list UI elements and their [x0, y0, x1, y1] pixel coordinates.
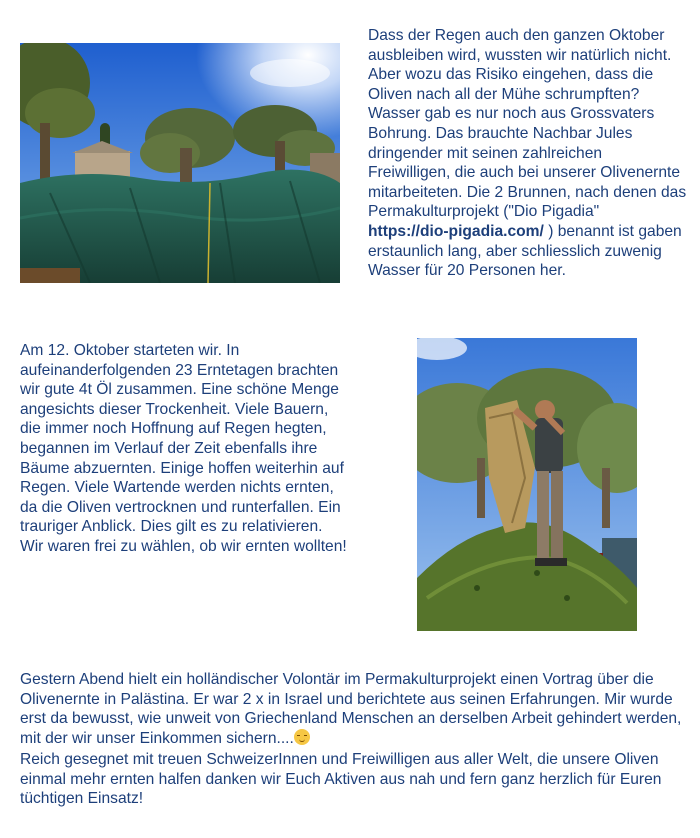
photo-olive-grove-nets — [20, 43, 340, 283]
intro-text: Dass der Regen auch den ganzen Oktober ausbleiben wird, wussten wir natürlich nicht. Aber wozu das Risiko eingehen, dass die Oliven nach all der Mühe schrumpften? Wasser gab es nur noch aus Grossvaters Bohrung. Das brauchte Nachbar Jules dringender mit seinen zahlreichen Freiwilligen, die auch bei unserer Olivenernte mitarbeiteten. Die 2 Brunnen, nach denen das Permakulturprojekt ("Dio Pigadia" — [368, 27, 687, 221]
relieved-face-icon — [294, 729, 310, 745]
thanks-paragraph: Reich gesegnet mit treuen SchweizerInnen und Freiwilligen aus aller Welt, die unsere Oliven einmal mehr ernten halfen danken wir Euch Aktiven aus nah und fern ganz herzlich für Euren tüchtigen Einsatz! — [20, 751, 662, 808]
intro-paragraph — [368, 26, 688, 281]
intro-text-end: ) benannt ist gaben erstaunlich lang, aber schliesslich zuwenig Wasser für 20 Personen her. — [368, 222, 682, 280]
photo-olive-grove-nets-graphic — [20, 43, 340, 283]
photo-olive-sack-pile-graphic — [417, 338, 637, 631]
dio-pigadia-link[interactable]: https://dio-pigadia.com/ — [368, 222, 544, 240]
palestine-text: Gestern Abend hielt ein holländischer Volontär im Permakulturprojekt einen Vortrag über die Olivenernte in Palästina. Er war 2 x in Israel und berichtete aus seinen Erfahrungen. Mir wurde erst da bewusst, wie unweit von Griechenland Menschen an derselben Arbeit gehindert werden, mit der wir unser Einkommen sichern.... — [20, 671, 682, 747]
palestine-paragraph — [20, 670, 685, 748]
harvest-paragraph: Am 12. Oktober starteten wir. In aufeinanderfolgenden 23 Erntetagen brachten wir gute 4t Öl zusammen. Eine schöne Menge angesichts dieser Trockenheit. Viele Bauern, die immer noch Hoffnung auf Regen hegten, begannen im Verlauf der Zeit ebenfalls ihre Bäume abzuernten. Einige hoffen weiterhin auf Regen. Viele Wartende werden nichts ernten, da die Oliven vertrocknen und runterfallen. Ein trauriger Anblick. Dies gilt es zu relativieren. Wir waren frei zu wählen, ob wir ernten wollten! — [20, 342, 347, 555]
photo-olive-sack-pile — [417, 338, 637, 631]
